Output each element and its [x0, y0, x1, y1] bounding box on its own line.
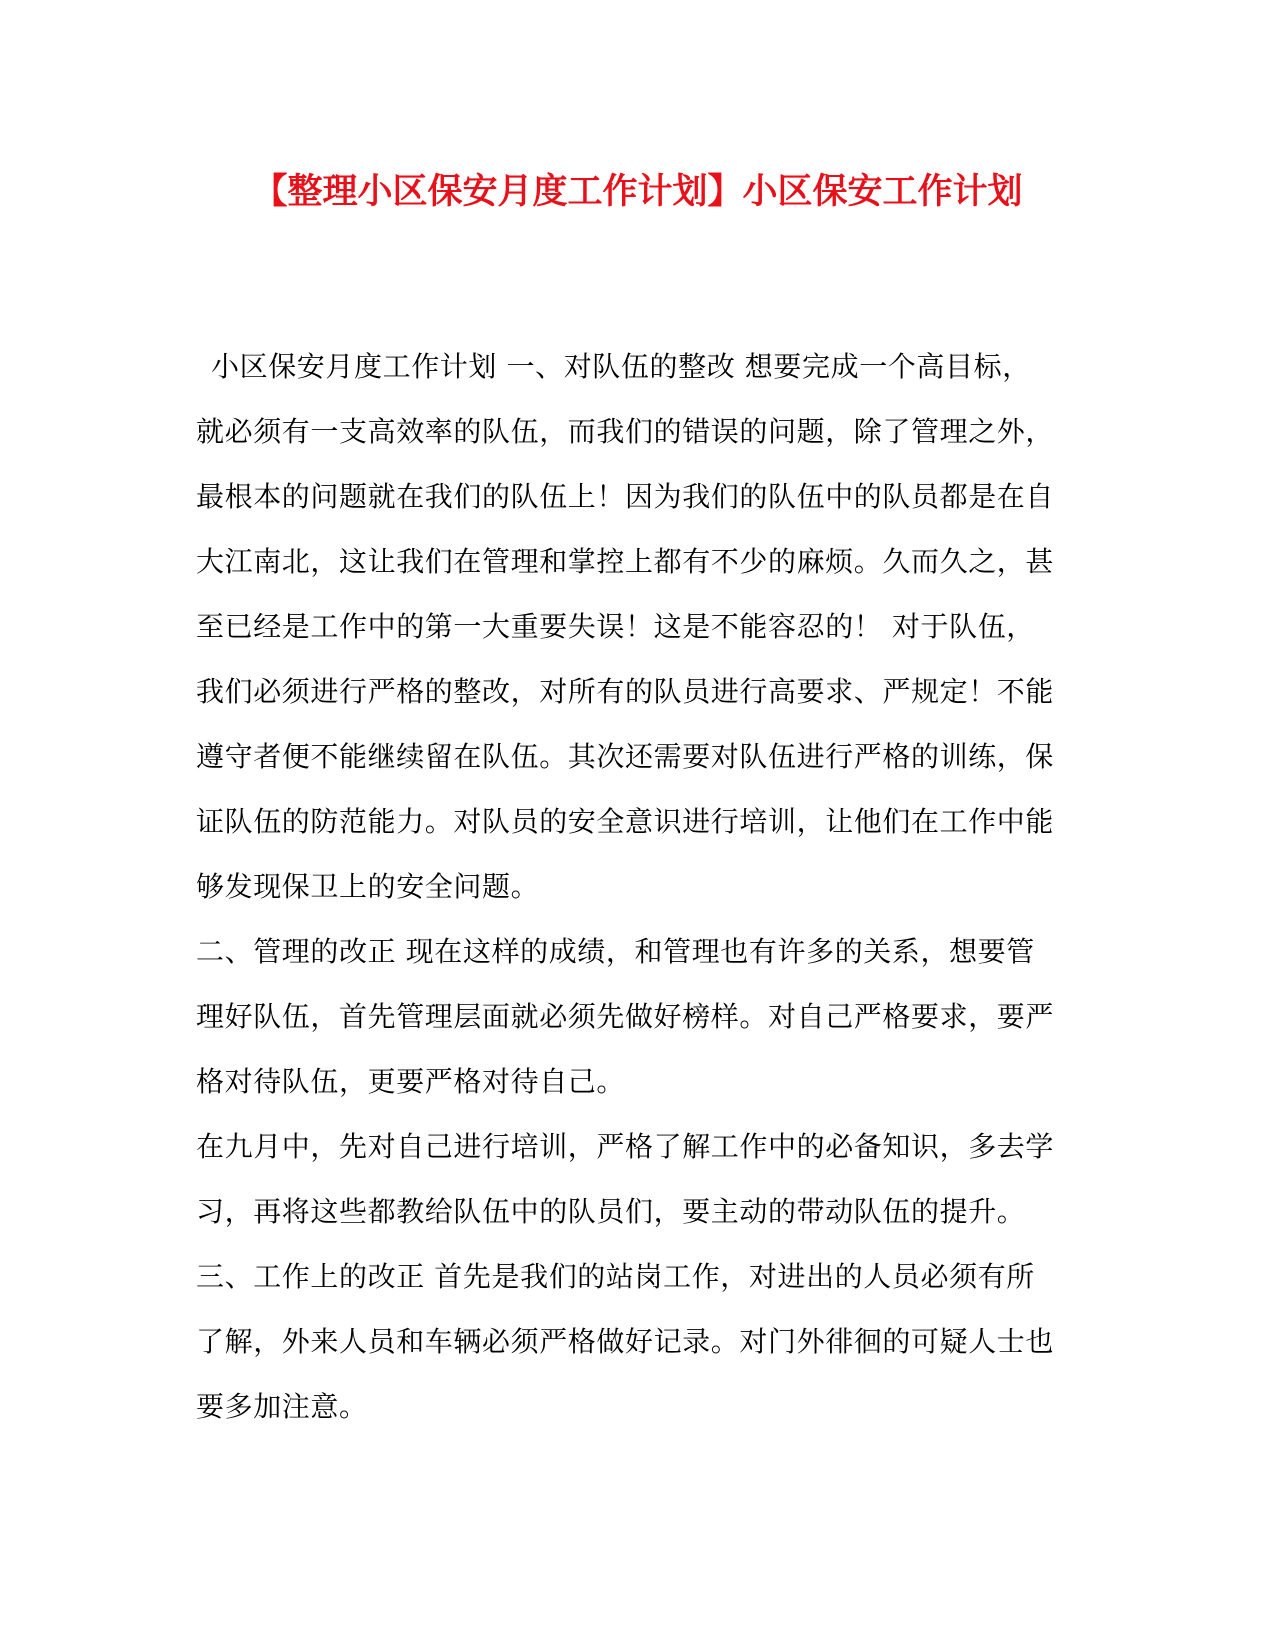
paragraph-line: 证队伍的防范能力。对队员的安全意识进行培训，让他们在工作中能	[196, 805, 1055, 838]
paragraph-line: 要多加注意。	[196, 1390, 368, 1423]
document-title: 【整理小区保安月度工作计划】小区保安工作计划	[252, 171, 1023, 212]
paragraph-line: 在九月中，先对自己进行培训，严格了解工作中的必备知识，多去学	[196, 1130, 1055, 1163]
paragraph-line: 我们必须进行严格的整改，对所有的队员进行高要求、严规定！不能	[196, 675, 1055, 708]
paragraph-line: 大江南北，这让我们在管理和掌控上都有不少的麻烦。久而久之，甚	[196, 545, 1055, 578]
paragraph-line: 小区保安月度工作计划 一、对队伍的整改 想要完成一个高目标，	[211, 350, 1031, 383]
paragraph-line: 最根本的问题就在我们的队伍上！因为我们的队伍中的队员都是在自	[196, 480, 1055, 513]
paragraph-line: 至已经是工作中的第一大重要失误！这是不能容忍的！ 对于队伍，	[196, 610, 1035, 643]
paragraph-line: 格对待队伍，更要严格对待自己。	[196, 1065, 626, 1098]
document-body	[196, 351, 1076, 1456]
paragraph-line: 二、管理的改正 现在这样的成绩，和管理也有许多的关系，想要管	[196, 935, 1035, 968]
paragraph-line: 了解，外来人员和车辆必须严格做好记录。对门外徘徊的可疑人士也	[196, 1325, 1055, 1358]
paragraph-line: 就必须有一支高效率的队伍，而我们的错误的问题，除了管理之外，	[196, 415, 1055, 448]
paragraph-line: 三、工作上的改正 首先是我们的站岗工作，对进出的人员必须有所	[196, 1260, 1035, 1293]
paragraph-line: 够发现保卫上的安全问题。	[196, 870, 540, 903]
paragraph-line: 理好队伍，首先管理层面就必须先做好榜样。对自己严格要求，要严	[196, 1000, 1055, 1033]
paragraph-line: 遵守者便不能继续留在队伍。其次还需要对队伍进行严格的训练，保	[196, 740, 1055, 773]
paragraph-line: 习，再将这些都教给队伍中的队员们，要主动的带动队伍的提升。	[196, 1195, 1026, 1228]
